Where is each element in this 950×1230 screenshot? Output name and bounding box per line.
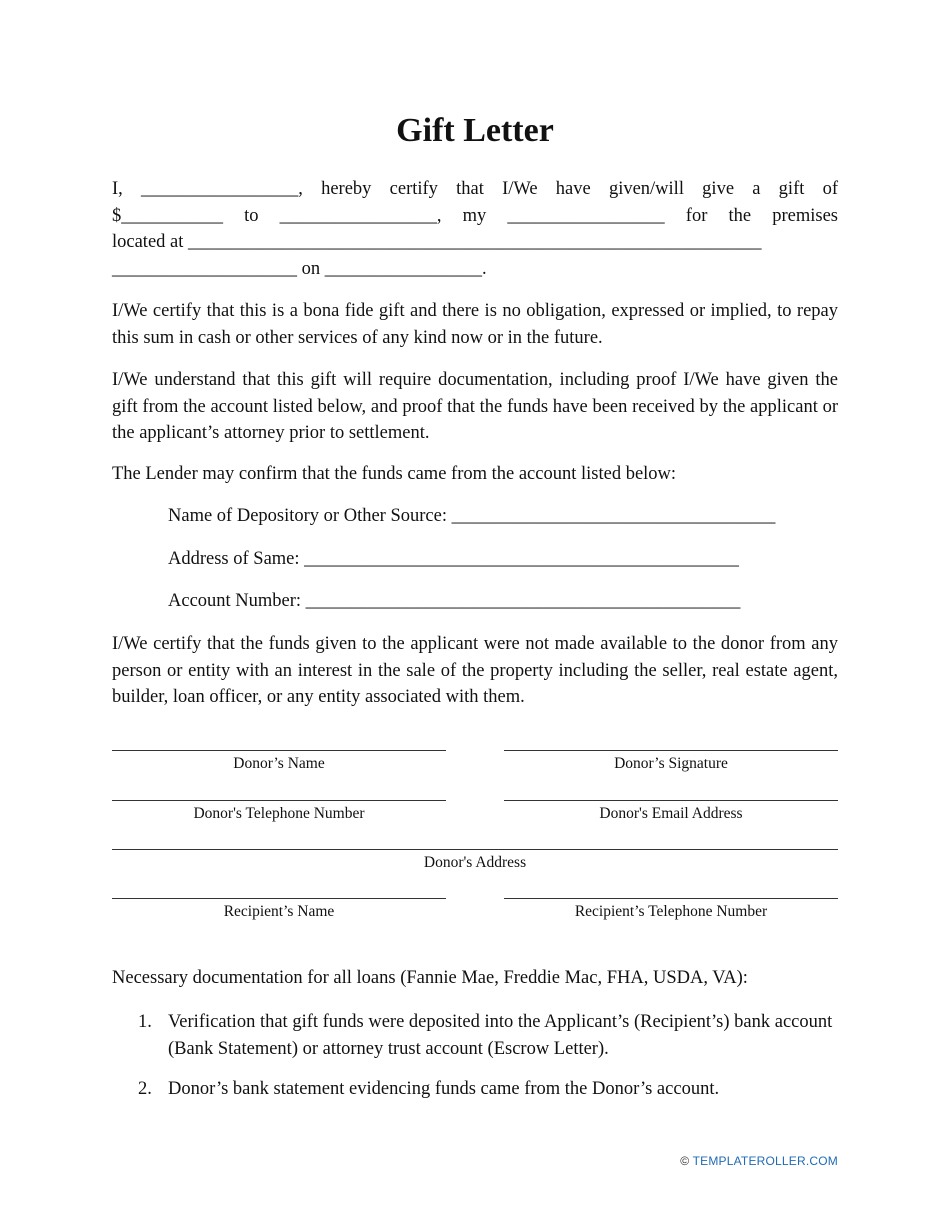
donor-signature-label: Donor’s Signature <box>614 755 728 772</box>
donor-email-label: Donor's Email Address <box>599 805 743 822</box>
donor-address-line <box>112 849 838 850</box>
bona-fide-paragraph: I/We certify that this is a bona fide gift and there is no obligation, expressed or implied, to repay this sum in cash or other services of any kind now or in the future. <box>112 301 838 348</box>
certification-paragraph <box>112 176 838 282</box>
list-item-number: 1. <box>138 1012 152 1032</box>
donor-name-label: Donor’s Name <box>233 755 325 772</box>
address-of-same-field: Address of Same: _______________________________________________ <box>168 549 739 569</box>
funds-source-paragraph: I/We certify that the funds given to the applicant were not made available to the donor from any person or entity with an interest in the sale of the property including the seller, real estate agent, builder, loan officer, or any entity associated with them. <box>112 634 838 707</box>
donor-name-line <box>112 750 446 751</box>
certification-line-2: $___________ to _________________, my _________________ for the premises <box>112 205 838 226</box>
donor-signature-line <box>504 750 838 751</box>
templateroller-link[interactable]: TEMPLATEROLLER.COM <box>692 1154 838 1168</box>
donor-phone-line <box>112 800 446 801</box>
donor-address-label: Donor's Address <box>423 854 527 871</box>
depository-field: Name of Depository or Other Source: ___________________________________ <box>168 506 776 526</box>
recipient-phone-line <box>504 898 838 899</box>
list-item-text: Donor’s bank statement evidencing funds came from the Donor’s account. <box>168 1079 720 1099</box>
donor-email-line <box>504 800 838 801</box>
list-item-text: Verification that gift funds were deposited into the Applicant’s (Recipient’s) bank account (Bank Statement) or attorney trust account (Escrow Letter). <box>168 1012 833 1059</box>
certification-line-1: I, _________________, hereby certify that I/We have given/will give a gift of <box>112 179 838 199</box>
documentation-paragraph: I/We understand that this gift will require documentation, including proof I/We have given the gift from the account listed below, and proof that the funds have been received by the applicant or the applicant’s attorney prior to settlement. <box>112 370 838 443</box>
account-number-field: Account Number: _______________________________________________ <box>168 591 741 611</box>
document-title: Gift Letter <box>396 112 554 149</box>
necessary-docs-paragraph: Necessary documentation for all loans (Fannie Mae, Freddie Mac, FHA, USDA, VA): <box>112 968 748 988</box>
certification-line-4: ____________________ on _________________. <box>112 258 487 279</box>
list-item-number: 2. <box>138 1079 152 1099</box>
certification-line-3: located at ______________________________________________________________ <box>112 232 762 252</box>
recipient-phone-label: Recipient’s Telephone Number <box>574 903 768 920</box>
footer-credit[interactable] <box>680 1154 838 1168</box>
recipient-name-line <box>112 898 446 899</box>
recipient-name-label: Recipient’s Name <box>223 903 335 920</box>
donor-phone-label: Donor's Telephone Number <box>193 805 365 822</box>
copyright-symbol: © <box>680 1154 690 1168</box>
lender-confirm-paragraph: The Lender may confirm that the funds came from the account listed below: <box>112 464 677 484</box>
